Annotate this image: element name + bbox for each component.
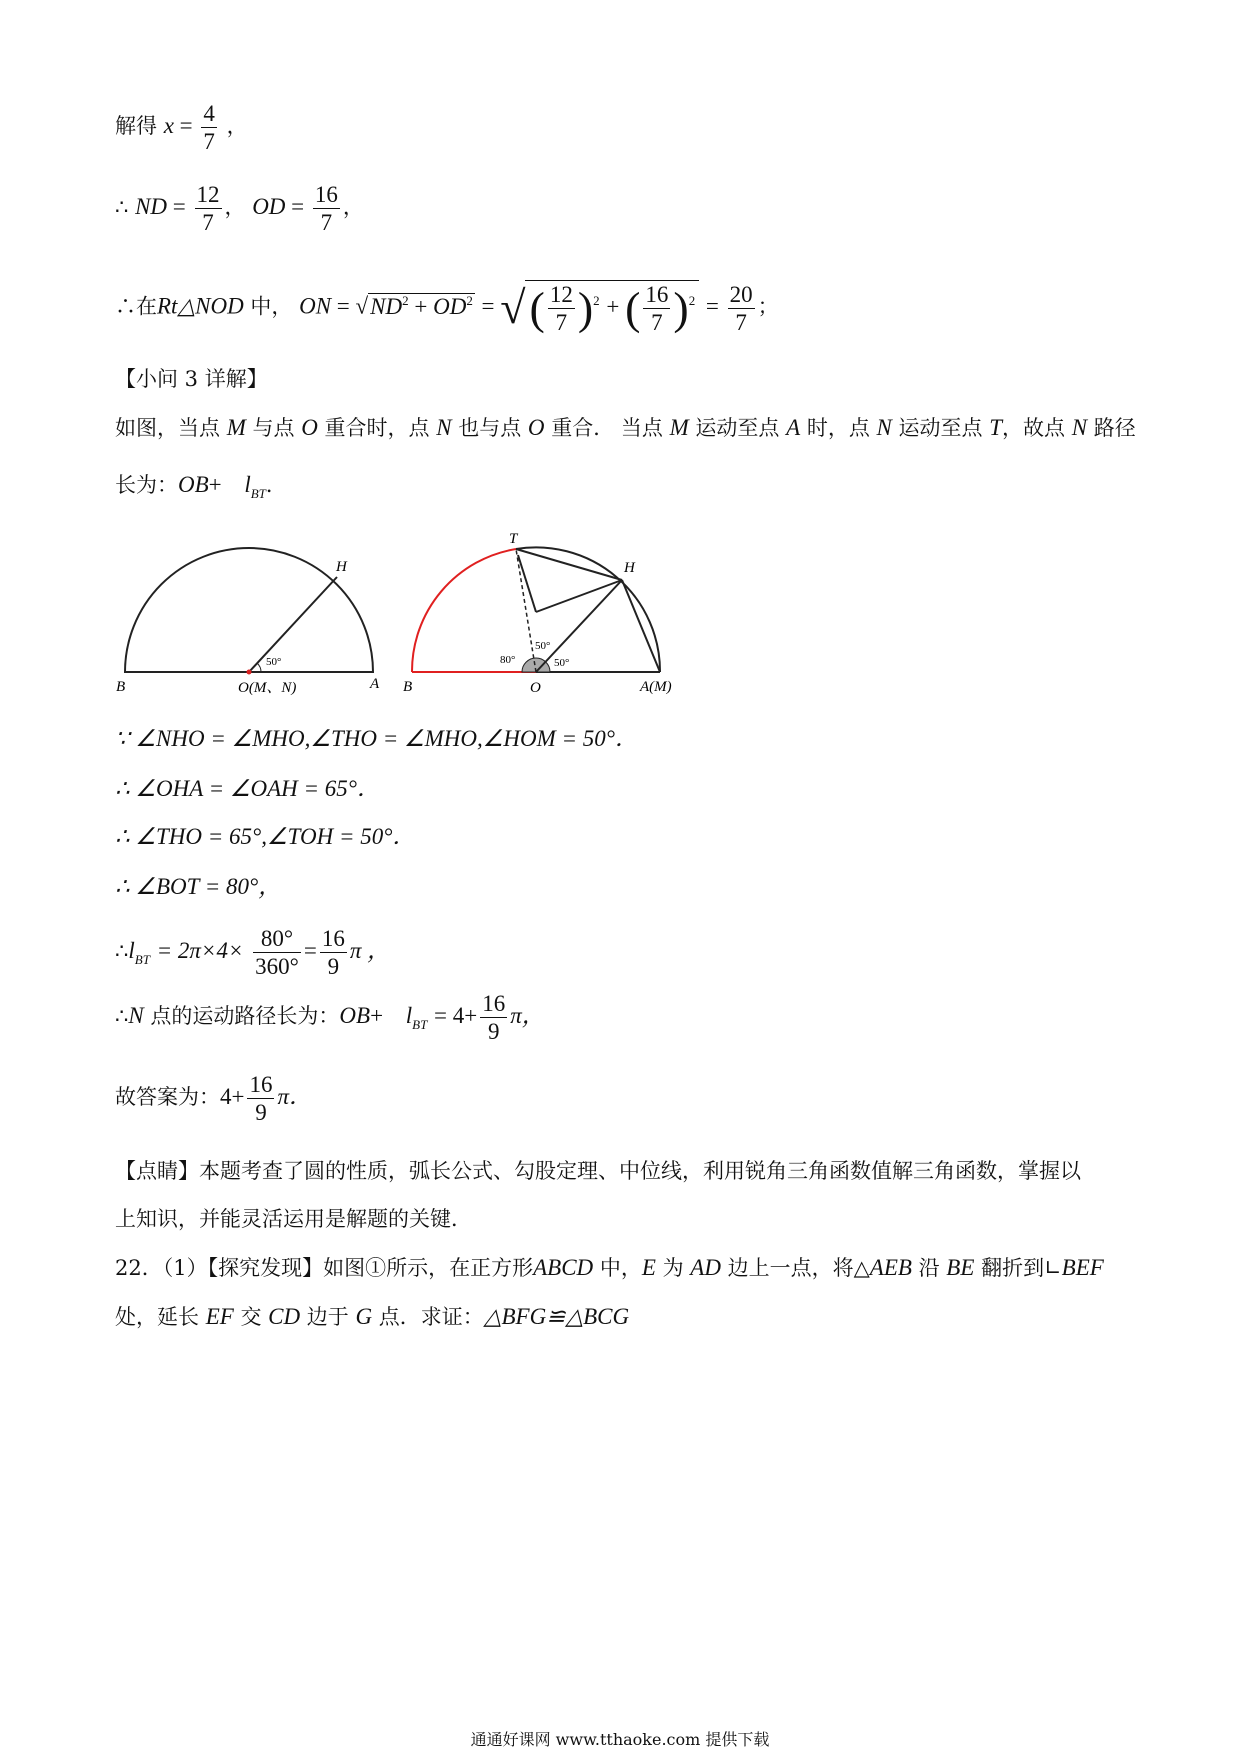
segment-oh-2 <box>536 580 622 672</box>
label-o-1: O(M、N) <box>238 680 297 696</box>
line-solve-x: 解得 x = $\frac{4}{7}$ ， <box>115 101 248 154</box>
dianjing-line-2: 上知识，并能灵活运用是解题的关键． <box>115 1207 472 1231</box>
label-b-2: B <box>403 679 413 695</box>
segment-ot-dashed <box>516 549 536 672</box>
equation-bot: ∴ ∠BOT = 80°， <box>115 874 282 899</box>
segment-ht2 <box>518 555 536 612</box>
arc-black <box>516 547 660 672</box>
radius-oh-1 <box>249 577 337 672</box>
segment-t-bend <box>536 580 622 612</box>
paragraph-path-length: 长为：$OB+ l_{BT}$． <box>115 472 287 501</box>
segment-th <box>516 549 622 580</box>
label-t: T <box>509 531 518 547</box>
label-a-2: A(M) <box>640 679 672 695</box>
equation-oha: ∴ ∠OHA = ∠OAH = 65°． <box>115 776 380 801</box>
line-nd-od: ∴ ND = $\frac{12}{7}$ ， OD = $\frac{16}{7}$ ， <box>115 182 364 235</box>
equation-path-total: ∴N 点的运动路径长为：$OB+ l_{BT} = 4+$ $\frac{16}{9}$ π， <box>115 991 545 1044</box>
label-h-1: H <box>336 559 347 575</box>
equation-tho: ∴ ∠THO = 65°,∠TOH = 50°． <box>115 824 416 849</box>
segment-ha <box>622 580 660 672</box>
angle-arc-1 <box>257 663 261 672</box>
figure-semicircles <box>110 525 700 700</box>
paragraph-explanation: 如图，当点 M 与点 O 重合时，点 N 也与点 O 重合． 当点 M 运动至点 A 时，点 N 运动至点 T，故点 N 路径 <box>115 415 1136 440</box>
label-a-1: A <box>370 676 380 692</box>
label-b-1: B <box>116 679 126 695</box>
fraction: $\frac{12}{7}$ <box>196 182 220 235</box>
label-h-2: H <box>624 560 635 576</box>
page-footer: 通通好课网 www.tthaoke.com 提供下载 <box>470 1730 770 1749</box>
equation-arc-length: $\therefore l_{BT} = 2\pi\times 4\times$ $\frac{80^\circ}{360^\circ}$ = $\frac{16}{9}$ π ， <box>115 926 391 979</box>
heading-part3: 【小问 3 详解】 <box>115 367 268 391</box>
label-angle-1: 50° <box>266 656 282 668</box>
line-on-length: ∴在Rt△NOD 中， ON = $√ND^2 + OD^2$ = √( $\frac{12}{7}$ )$^2$ + ( $\frac{16}{7}$ )$^2$ = $\frac{20}{7}$ ； <box>115 281 779 335</box>
answer-line: 故答案为：4+ $\frac{16}{9}$ π． <box>115 1072 313 1125</box>
question-22-line-2: 处，延长 EF 交 CD 边于 G 点．求证：△BFG≌△BCG <box>115 1304 630 1329</box>
fraction: $\frac{4}{7}$ <box>203 101 215 154</box>
question-22-line-1: 22．（1）【探究发现】如图①所示，在正方形ABCD 中，E 为 AD 边上一点，将△AEB 沿 BE 翻折到∟BEF <box>115 1255 1104 1280</box>
label-o-2: O <box>530 680 541 696</box>
dianjing-line-1: 【点睛】本题考查了圆的性质，弧长公式、勾股定理、中位线，利用锐角三角函数值解三角函数，掌握以 <box>115 1159 1081 1183</box>
fraction: $\frac{16}{7}$ <box>314 182 338 235</box>
equation-angles: ∵ ∠NHO = ∠MHO,∠THO = ∠MHO,∠HOM = 50°． <box>115 726 638 751</box>
label-angle-80: 80° <box>500 654 516 666</box>
label-angle-50b: 50° <box>554 657 570 669</box>
point-o-1 <box>247 670 252 675</box>
label-angle-50a: 50° <box>535 640 551 652</box>
